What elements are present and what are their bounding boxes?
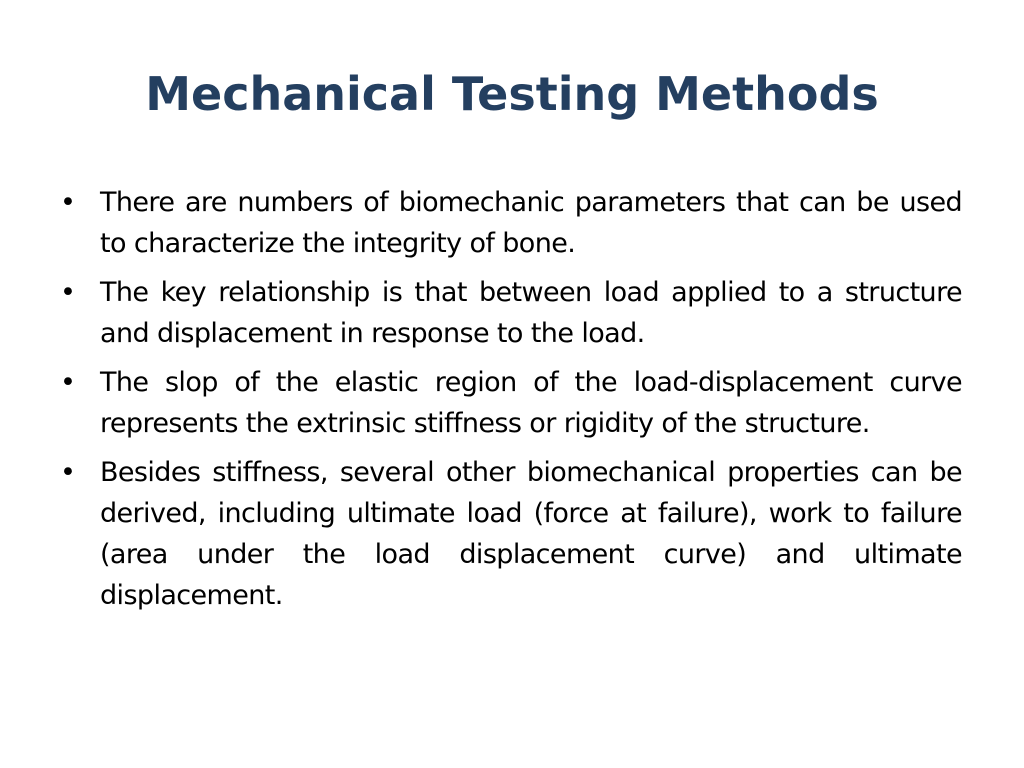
bullet-dot-icon: • [60, 457, 76, 488]
bullet-text: The slop of the elastic region of the load-displacement curve represents the extrinsic stiffness or rigidity of the structure. [100, 367, 962, 439]
bullet-list [60, 182, 962, 616]
bullet-text: The key relationship is that between load applied to a structure and displacement in response to the load. [100, 277, 962, 349]
bullet-item [60, 182, 962, 264]
bullet-dot-icon: • [60, 277, 76, 308]
bullet-item [60, 362, 962, 444]
bullet-dot-icon: • [60, 187, 76, 218]
bullet-item [60, 452, 962, 616]
bullet-text: Besides stiffness, several other biomechanical properties can be derived, including ultimate load (force at failure), work to failure (area under the load displacement curve) and ultimate displacement. [100, 457, 962, 611]
bullet-item [60, 272, 962, 354]
slide-content [60, 182, 962, 624]
bullet-text: There are numbers of biomechanic parameters that can be used to characterize the integrity of bone. [100, 187, 962, 259]
slide-title: Mechanical Testing Methods [145, 67, 879, 121]
bullet-dot-icon: • [60, 367, 76, 398]
